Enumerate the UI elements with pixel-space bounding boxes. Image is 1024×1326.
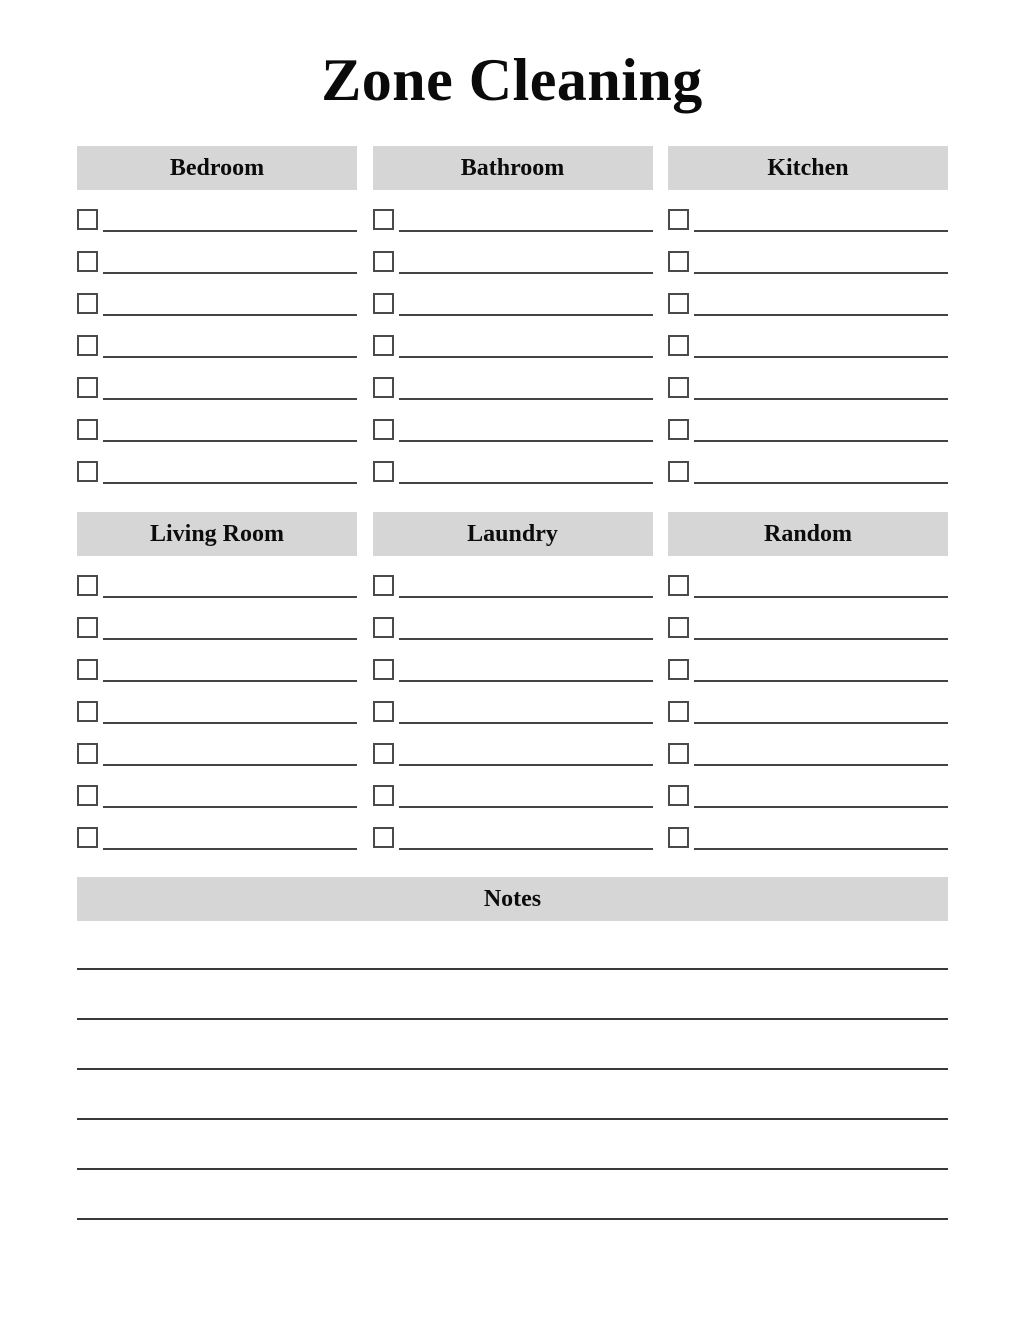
checkbox-icon[interactable] — [668, 659, 689, 680]
check-row[interactable] — [373, 572, 653, 598]
checkbox-icon[interactable] — [77, 617, 98, 638]
notes-line-input[interactable] — [77, 1168, 948, 1170]
notes-line-input[interactable] — [77, 1018, 948, 1020]
write-line-input[interactable] — [103, 680, 357, 682]
write-line-input[interactable] — [103, 230, 357, 232]
check-row[interactable] — [77, 824, 357, 850]
check-row[interactable] — [373, 206, 653, 232]
checkbox-icon[interactable] — [77, 209, 98, 230]
notes-line-input[interactable] — [77, 1218, 948, 1220]
checkbox-icon[interactable] — [668, 461, 689, 482]
notes-line-input[interactable] — [77, 1118, 948, 1120]
checkbox-icon[interactable] — [77, 293, 98, 314]
check-row[interactable] — [77, 572, 357, 598]
checkbox-icon[interactable] — [77, 377, 98, 398]
zone-items-kitchen — [668, 206, 948, 484]
zone-row — [77, 146, 948, 484]
checkbox-icon[interactable] — [373, 209, 394, 230]
zone-column-kitchen — [668, 146, 948, 484]
zone-column-random — [668, 512, 948, 850]
check-row[interactable] — [77, 656, 357, 682]
checkbox-icon[interactable] — [77, 701, 98, 722]
checkbox-icon[interactable] — [373, 785, 394, 806]
check-row[interactable] — [668, 824, 948, 850]
checkbox-icon[interactable] — [77, 827, 98, 848]
write-line-input[interactable] — [694, 638, 948, 640]
zone-row — [77, 512, 948, 850]
write-line-input[interactable] — [694, 680, 948, 682]
check-row[interactable] — [373, 416, 653, 442]
write-line-input[interactable] — [103, 764, 357, 766]
write-line-input[interactable] — [399, 680, 653, 682]
check-row[interactable] — [668, 206, 948, 232]
write-line-input[interactable] — [103, 440, 357, 442]
check-row[interactable] — [668, 782, 948, 808]
write-line-input[interactable] — [399, 398, 653, 400]
write-line-input[interactable] — [399, 482, 653, 484]
write-line-input[interactable] — [399, 356, 653, 358]
check-row[interactable] — [77, 782, 357, 808]
zone-grid-row-1 — [77, 146, 948, 484]
checkbox-icon[interactable] — [373, 461, 394, 482]
write-line-input[interactable] — [103, 848, 357, 850]
write-line-input[interactable] — [103, 272, 357, 274]
check-row[interactable] — [77, 458, 357, 484]
write-line-input[interactable] — [103, 806, 357, 808]
notes-line-input[interactable] — [77, 1068, 948, 1070]
write-line-input[interactable] — [399, 764, 653, 766]
write-line-input[interactable] — [103, 356, 357, 358]
check-row[interactable] — [373, 248, 653, 274]
check-row[interactable] — [668, 698, 948, 724]
check-row[interactable] — [373, 656, 653, 682]
write-line-input[interactable] — [399, 314, 653, 316]
write-line-input[interactable] — [399, 230, 653, 232]
checkbox-icon[interactable] — [77, 785, 98, 806]
write-line-input[interactable] — [694, 272, 948, 274]
checkbox-icon[interactable] — [668, 785, 689, 806]
checkbox-icon[interactable] — [668, 251, 689, 272]
write-line-input[interactable] — [103, 722, 357, 724]
checkbox-icon[interactable] — [668, 743, 689, 764]
checkbox-icon[interactable] — [668, 575, 689, 596]
check-row[interactable] — [668, 416, 948, 442]
check-row[interactable] — [373, 698, 653, 724]
zone-header-bedroom: Bedroom — [77, 146, 357, 190]
checkbox-icon[interactable] — [373, 827, 394, 848]
check-row[interactable] — [373, 740, 653, 766]
checkbox-icon[interactable] — [668, 827, 689, 848]
check-row[interactable] — [77, 698, 357, 724]
checkbox-icon[interactable] — [77, 575, 98, 596]
check-row[interactable] — [77, 614, 357, 640]
check-row[interactable] — [77, 740, 357, 766]
checkbox-icon[interactable] — [668, 209, 689, 230]
write-line-input[interactable] — [399, 440, 653, 442]
page-title: Zone Cleaning — [321, 47, 703, 113]
checkbox-icon[interactable] — [77, 251, 98, 272]
write-line-input[interactable] — [399, 596, 653, 598]
zone-column-laundry — [373, 512, 653, 850]
check-row[interactable] — [77, 290, 357, 316]
write-line-input[interactable] — [399, 806, 653, 808]
check-row[interactable] — [668, 332, 948, 358]
check-row[interactable] — [373, 290, 653, 316]
checkbox-icon[interactable] — [77, 743, 98, 764]
checkbox-icon[interactable] — [77, 461, 98, 482]
write-line-input[interactable] — [399, 722, 653, 724]
write-line-input[interactable] — [694, 314, 948, 316]
checkbox-icon[interactable] — [373, 617, 394, 638]
check-row[interactable] — [668, 458, 948, 484]
checkbox-icon[interactable] — [373, 701, 394, 722]
check-row[interactable] — [668, 572, 948, 598]
checkbox-icon[interactable] — [77, 419, 98, 440]
check-row[interactable] — [668, 740, 948, 766]
write-line-input[interactable] — [694, 764, 948, 766]
write-line-input[interactable] — [694, 230, 948, 232]
check-row[interactable] — [373, 332, 653, 358]
check-row[interactable] — [668, 248, 948, 274]
checkbox-icon[interactable] — [373, 293, 394, 314]
checkbox-icon[interactable] — [373, 743, 394, 764]
checkbox-icon[interactable] — [373, 659, 394, 680]
write-line-input[interactable] — [694, 806, 948, 808]
checkbox-icon[interactable] — [373, 335, 394, 356]
zone-items-living-room — [77, 572, 357, 850]
check-row[interactable] — [77, 248, 357, 274]
checkbox-icon[interactable] — [373, 419, 394, 440]
write-line-input[interactable] — [694, 482, 948, 484]
notes-lines — [77, 968, 948, 1220]
notes-header: Notes — [77, 877, 948, 921]
check-row[interactable] — [373, 458, 653, 484]
check-row[interactable] — [77, 374, 357, 400]
zone-items-random — [668, 572, 948, 850]
write-line-input[interactable] — [399, 848, 653, 850]
checkbox-icon[interactable] — [668, 419, 689, 440]
write-line-input[interactable] — [103, 638, 357, 640]
checkbox-icon[interactable] — [668, 701, 689, 722]
zone-items-bedroom — [77, 206, 357, 484]
write-line-input[interactable] — [694, 356, 948, 358]
check-row[interactable] — [77, 416, 357, 442]
zone-column-bedroom — [77, 146, 357, 484]
write-line-input[interactable] — [103, 398, 357, 400]
check-row[interactable] — [668, 614, 948, 640]
write-line-input[interactable] — [694, 596, 948, 598]
write-line-input[interactable] — [103, 596, 357, 598]
check-row[interactable] — [77, 206, 357, 232]
write-line-input[interactable] — [694, 440, 948, 442]
zone-grid-row-2 — [77, 512, 948, 850]
checkbox-icon[interactable] — [668, 293, 689, 314]
notes-section — [77, 877, 948, 1220]
write-line-input[interactable] — [694, 848, 948, 850]
write-line-input[interactable] — [399, 272, 653, 274]
checkbox-icon[interactable] — [373, 575, 394, 596]
check-row[interactable] — [373, 374, 653, 400]
zone-header-laundry: Laundry — [373, 512, 653, 556]
write-line-input[interactable] — [694, 722, 948, 724]
check-row[interactable] — [668, 290, 948, 316]
write-line-input[interactable] — [103, 314, 357, 316]
checkbox-icon[interactable] — [373, 377, 394, 398]
checkbox-icon[interactable] — [668, 335, 689, 356]
write-line-input[interactable] — [694, 398, 948, 400]
zone-column-living-room — [77, 512, 357, 850]
zone-column-bathroom — [373, 146, 653, 484]
notes-line-input[interactable] — [77, 968, 948, 970]
zone-items-bathroom — [373, 206, 653, 484]
checkbox-icon[interactable] — [373, 251, 394, 272]
zone-header-living-room: Living Room — [77, 512, 357, 556]
checkbox-icon[interactable] — [77, 335, 98, 356]
write-line-input[interactable] — [103, 482, 357, 484]
checkbox-icon[interactable] — [77, 659, 98, 680]
check-row[interactable] — [373, 824, 653, 850]
checkbox-icon[interactable] — [668, 377, 689, 398]
zone-header-kitchen: Kitchen — [668, 146, 948, 190]
check-row[interactable] — [373, 782, 653, 808]
zone-header-bathroom: Bathroom — [373, 146, 653, 190]
zone-header-random: Random — [668, 512, 948, 556]
check-row[interactable] — [668, 656, 948, 682]
checkbox-icon[interactable] — [668, 617, 689, 638]
check-row[interactable] — [77, 332, 357, 358]
zone-items-laundry — [373, 572, 653, 850]
check-row[interactable] — [668, 374, 948, 400]
check-row[interactable] — [373, 614, 653, 640]
write-line-input[interactable] — [399, 638, 653, 640]
